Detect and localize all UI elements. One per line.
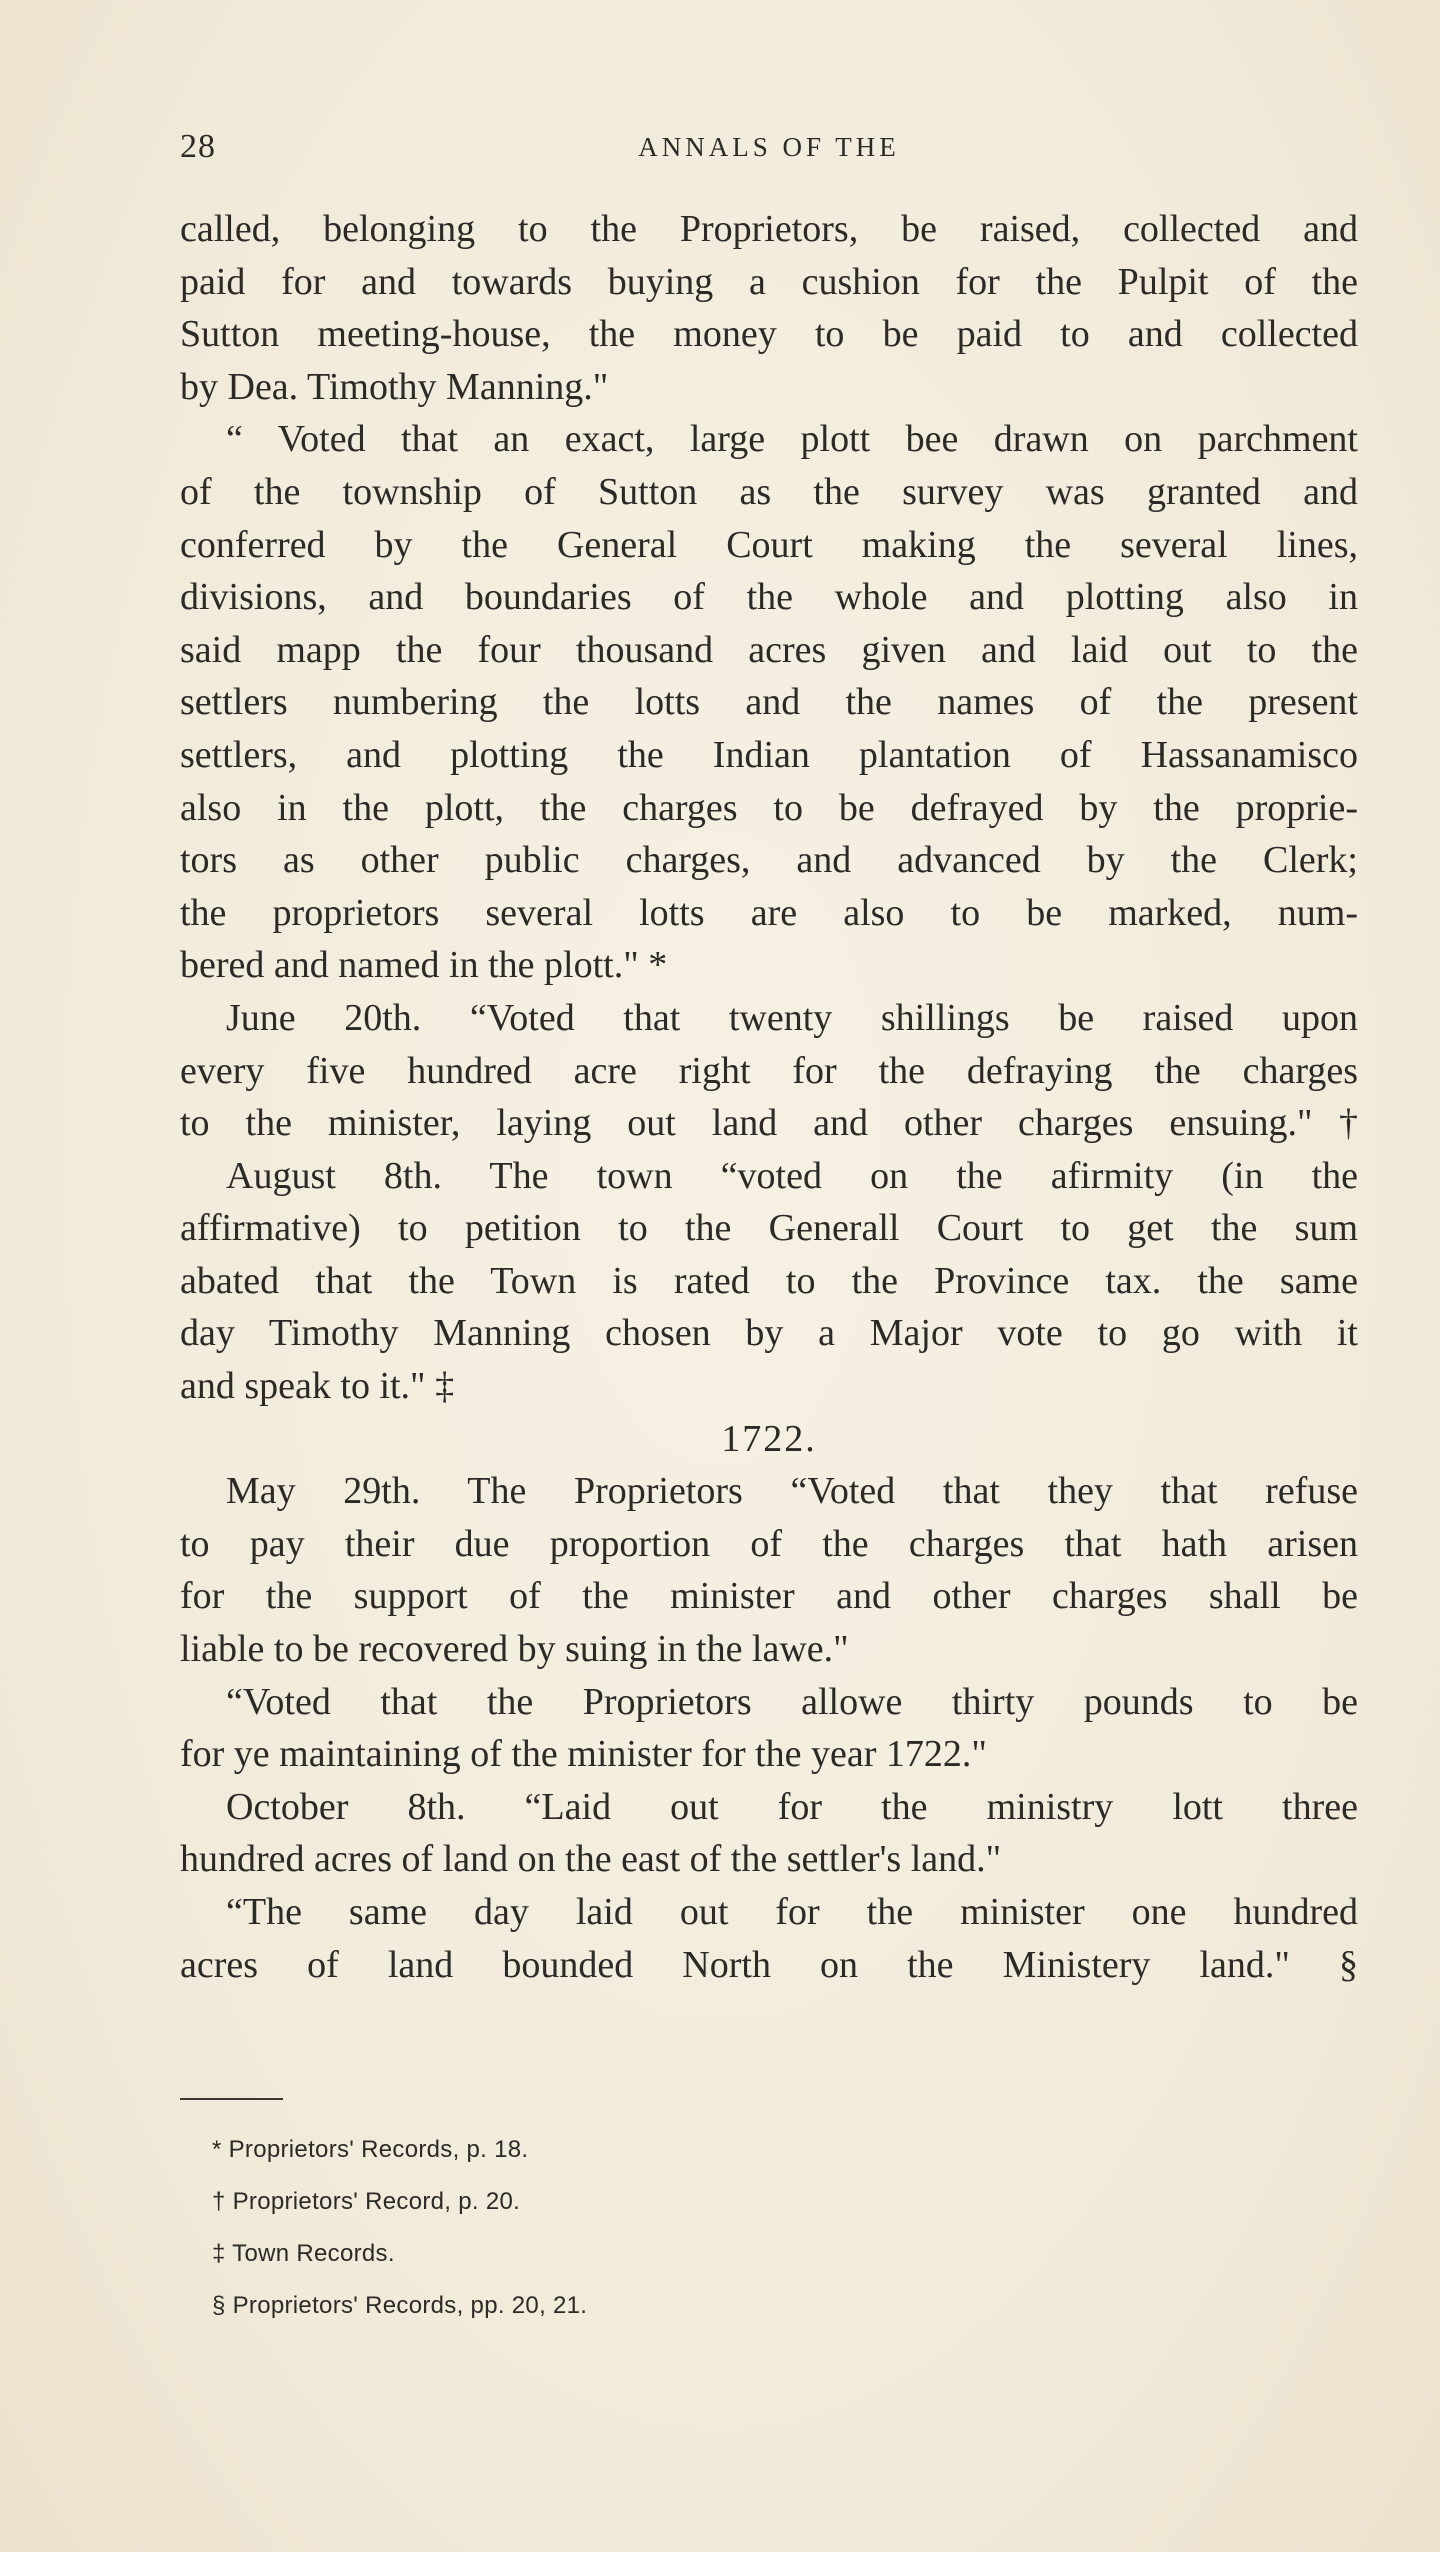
text-line: divisions, and boundaries of the whole and plotting also in <box>180 576 1358 619</box>
text-line: “The same day laid out for the minister one hundred <box>226 1891 1358 1933</box>
running-title: ANNALS OF THE <box>638 132 900 162</box>
footnote: * Proprietors' Records, p. 18. <box>212 2136 529 2163</box>
text-line: “ Voted that an exact, large plott bee drawn on parchment <box>226 418 1358 461</box>
footnote-divider <box>180 2098 283 2100</box>
page-number: 28 <box>180 128 216 165</box>
text-line: hundred acres of land on the east of the settler's land." <box>180 1838 1002 1881</box>
text-line: to pay their due proportion of the charges that hath arisen <box>180 1522 1358 1565</box>
text-line: tors as other public charges, and advanced by the Clerk; <box>180 839 1358 882</box>
text-line: Sutton meeting-house, the money to be paid to and collected <box>180 313 1358 356</box>
text-line: by Dea. Timothy Manning." <box>180 365 609 408</box>
text-line: for ye maintaining of the minister for the year 1722." <box>180 1733 987 1776</box>
text-line: also in the plott, the charges to be defrayed by the proprie- <box>180 786 1358 829</box>
footnote: § Proprietors' Records, pp. 20, 21. <box>212 2292 588 2319</box>
text-line: bered and named in the plott." * <box>180 944 668 987</box>
body-text <box>180 203 1358 1991</box>
text-line: every five hundred acre right for the defraying the charges <box>180 1049 1358 1092</box>
text-line: abated that the Town is rated to the Province tax. the same <box>180 1259 1358 1302</box>
text-line: “Voted that the Proprietors allowe thirty pounds to be <box>226 1680 1358 1723</box>
text-line: to the minister, laying out land and other charges ensuing."† <box>180 1102 1358 1145</box>
text-line: and speak to it." ‡ <box>180 1365 455 1408</box>
text-line: June 20th. “Voted that twenty shillings be raised upon <box>226 996 1358 1039</box>
text-line: August 8th. The town “voted on the afirmity (in the <box>226 1154 1358 1197</box>
text-line: said mapp the four thousand acres given and laid out to the <box>180 628 1358 671</box>
footnote: † Proprietors' Record, p. 20. <box>212 2188 521 2215</box>
footnote: ‡ Town Records. <box>212 2240 395 2267</box>
text-line: October 8th. “Laid out for the ministry lott three <box>226 1785 1358 1828</box>
text-line: called, belonging to the Proprietors, be raised, collected and <box>180 208 1358 250</box>
text-line: affirmative) to petition to the Generall Court to get the sum <box>180 1207 1358 1250</box>
text-line: settlers, and plotting the Indian plantation of Hassanamisco <box>180 733 1358 776</box>
text-line: the proprietors several lotts are also to be marked, num- <box>180 891 1358 934</box>
text-line: liable to be recovered by suing in the lawe." <box>180 1628 849 1671</box>
text-line: acres of land bounded North on the Ministery land." § <box>180 1943 1358 1986</box>
text-line: May 29th. The Proprietors “Voted that they that refuse <box>226 1470 1358 1513</box>
text-line: paid for and towards buying a cushion for the Pulpit of the <box>180 260 1358 303</box>
year-heading: 1722. <box>721 1417 817 1460</box>
page-header <box>180 128 1358 174</box>
text-line: of the township of Sutton as the survey was granted and <box>180 470 1358 513</box>
text-line: day Timothy Manning chosen by a Major vote to go with it <box>180 1312 1358 1355</box>
footnotes <box>212 2124 1312 2332</box>
text-line: conferred by the General Court making the several lines, <box>180 523 1358 566</box>
text-line: settlers numbering the lotts and the names of the present <box>180 681 1358 724</box>
text-line: for the support of the minister and other charges shall be <box>180 1575 1358 1618</box>
